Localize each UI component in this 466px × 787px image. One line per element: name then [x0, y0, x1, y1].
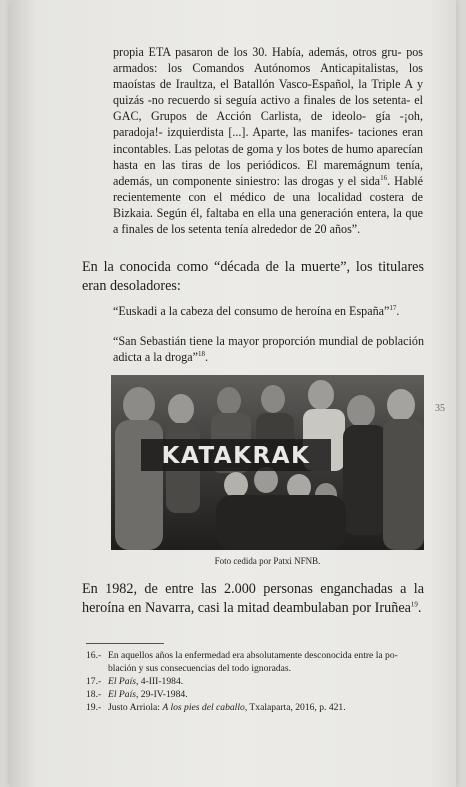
- book-page: [10, 0, 456, 787]
- footnote-text: [108, 675, 424, 688]
- quote-line: ella una generación entera, la que a finales de los setenta: [113, 205, 423, 237]
- footnote-17: [86, 675, 424, 688]
- footnote-number: 16.-: [86, 650, 102, 661]
- quote-line: maremágnum tenía, además, un componente siniestro:: [113, 157, 423, 188]
- quote-line: tenía alrededor de 20 años”.: [224, 222, 361, 237]
- paragraph-text: En 1982, de entre las 2.000 personas enganchadas a la heroína en Navarra, casi la mitad deambulaban por Iruñea: [82, 581, 424, 616]
- body-paragraph: [82, 580, 424, 618]
- page-number: 35: [435, 403, 445, 414]
- headline-text: “Euskadi a la cabeza del consumo de heroína en España”: [113, 304, 390, 318]
- footnote-number: 18.-: [86, 689, 102, 700]
- quote-line: gía -¡oh, paradoja!- izquierdista [...]. Aparte, las manifes-: [113, 109, 423, 140]
- quote-line: de una localidad costera de Bizkaia. Según él, faltaba en: [113, 189, 424, 220]
- photo-caption: Foto cedida por Patxi NFNB.: [214, 556, 321, 566]
- body-paragraph: En la conocida como “década de la muerte”, los titulares eran desoladores:: [82, 259, 424, 294]
- footnote-text: [108, 688, 424, 701]
- footnote-16: [86, 649, 424, 662]
- footnote-19: [86, 701, 424, 714]
- headline-end: .: [396, 304, 400, 318]
- footnote-number: 17.-: [86, 676, 102, 687]
- quote-line: pos armados: los Comandos Autónomos Anticapitalistas,: [113, 45, 423, 76]
- block-quote: [113, 44, 423, 237]
- headline-quote: [113, 333, 424, 365]
- photo-sign-text: KATAKRAK: [161, 443, 311, 469]
- footnote-text: En aquellos años la enfermedad era absolutamente desconocida entre la po-: [108, 650, 398, 661]
- quote-line: taciones eran incontables. Las pelotas de goma y los botes: [113, 125, 423, 156]
- footnote-source: El País: [108, 676, 136, 687]
- footnote-ref: 18: [197, 350, 205, 359]
- paragraph-end: .: [417, 600, 422, 616]
- headline-quote: [113, 303, 424, 319]
- quote-line: las drogas y el sida: [283, 173, 381, 188]
- headline-end: .: [204, 350, 208, 365]
- footnote-continuation: blación y sus consecuencias del todo ignoradas.: [108, 663, 292, 674]
- quote-line: de humo aparecían hasta en las tiras de los periódicos. El: [113, 141, 423, 172]
- footnote-divider: [86, 643, 164, 644]
- footnote-source: El País: [108, 689, 136, 700]
- headline-text: “San Sebastián tiene la mayor proporción mundial de población adicta a la droga”: [113, 334, 424, 365]
- footnote-text: [108, 701, 424, 714]
- quote-line: propia ETA pasaron de los 30. Había, además, otros gru-: [113, 45, 402, 59]
- footnote-number: 19.-: [86, 702, 102, 713]
- quote-line: Triple A y quizás -no recuerdo si seguía activo a finales de: [113, 77, 424, 108]
- photo-illustration: [111, 375, 424, 550]
- footnote-detail: , 4-III-1984.: [135, 676, 184, 687]
- quote-line: los maoístas de Iraultza, el Batallón Vasco-Español, la: [113, 61, 423, 92]
- footnotes: [86, 649, 424, 714]
- black-and-white-photo: [111, 375, 424, 550]
- footnote-source: A los pies del caballo: [162, 702, 245, 713]
- quote-line: los setenta- el GAC, Grupos de Acción Carlista, de ideolo-: [113, 93, 423, 124]
- footnote-detail: , Txalaparta, 2016, p. 421.: [244, 702, 346, 713]
- footnote-ref: 16: [380, 173, 388, 182]
- footnote-ref: 17: [389, 303, 397, 312]
- footnote-author: Justo Arriola:: [108, 702, 163, 713]
- footnote-18: [86, 688, 424, 701]
- footnote-detail: , 29-IV-1984.: [135, 689, 188, 700]
- quote-line: . Hablé recientemente con el médico: [113, 173, 423, 204]
- footnote-ref: 19: [410, 600, 418, 609]
